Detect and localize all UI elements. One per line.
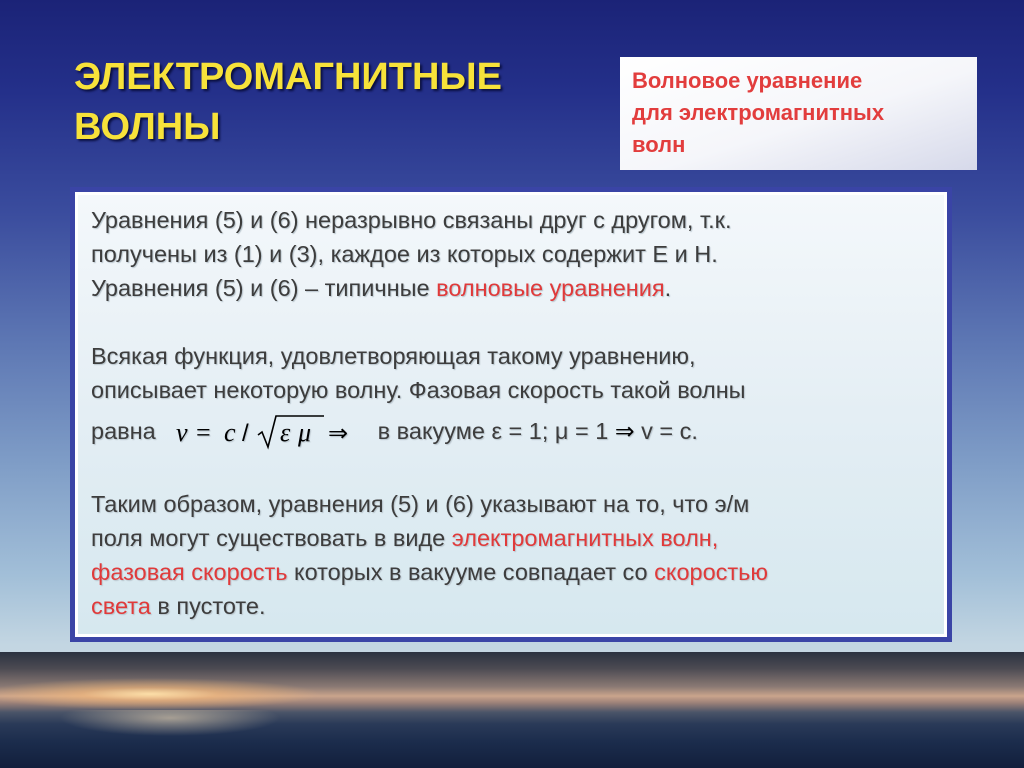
phase-velocity-highlight: фазовая скорость xyxy=(91,559,288,585)
p2-equals-word: равна xyxy=(91,418,156,445)
paragraph-1 xyxy=(91,203,930,305)
subtitle-line3: волн xyxy=(632,132,686,157)
p1-line2: получены из (1) и (3), каждое из которых содержит Е и Н. xyxy=(91,241,718,267)
p3-line4-end: в пустоте. xyxy=(150,593,266,619)
slide-title-line1: ЭЛЕКТРОМАГНИТНЫЕ xyxy=(74,56,502,98)
formula-epsilon: ε xyxy=(279,418,290,447)
slide-title xyxy=(74,52,574,152)
slide-title-line2: ВОЛНЫ xyxy=(74,106,221,148)
formula-line xyxy=(91,413,930,453)
subtitle-line1: Волновое уравнение xyxy=(632,68,863,93)
formula-implies-arrow: ⇒ xyxy=(327,419,348,447)
p3-line1: Таким образом, уравнения (5) и (6) указывают на то, что э/м xyxy=(91,491,750,517)
implies-arrow-icon: ⇒ xyxy=(614,417,635,446)
p1-line3-start: Уравнения (5) и (6) – типичные xyxy=(91,275,437,301)
sun-reflection xyxy=(60,710,280,750)
paragraph-3 xyxy=(91,487,930,623)
formula-mu: μ xyxy=(297,418,311,447)
content-frame xyxy=(70,187,952,642)
formula-slash: / xyxy=(241,420,249,447)
p3-line2-start: поля могут существовать в виде xyxy=(91,525,452,551)
subtitle-box xyxy=(620,57,977,170)
formula-v: v xyxy=(175,418,188,447)
p2-result-text: v = c. xyxy=(641,418,698,445)
p2-line2: описывает некоторую волну. Фазовая скорость такой волны xyxy=(91,377,746,403)
subtitle-line2: для электромагнитных xyxy=(632,100,885,125)
formula-c: c xyxy=(223,418,236,447)
content-box xyxy=(75,192,947,637)
p3-line3-mid: которых в вакууме совпадает со xyxy=(287,559,655,585)
p2-line1: Всякая функция, удовлетворяющая такому уравнению, xyxy=(91,343,696,369)
wave-equations-highlight: волновые уравнения xyxy=(436,275,665,301)
light-highlight: света xyxy=(91,593,151,619)
p1-line3-end: . xyxy=(664,275,672,301)
speed-highlight: скоростью xyxy=(654,559,769,585)
formula-equals: = xyxy=(195,418,211,447)
p2-vacuum-text: в вакууме ε = 1; μ = 1 xyxy=(377,418,609,445)
paragraph-2 xyxy=(91,339,930,453)
phase-velocity-formula xyxy=(174,413,364,453)
p1-line1: Уравнения (5) и (6) неразрывно связаны друг с другом, т.к. xyxy=(91,207,732,233)
em-waves-highlight: электромагнитных волн, xyxy=(451,525,719,551)
sqrt-sign xyxy=(258,416,324,447)
